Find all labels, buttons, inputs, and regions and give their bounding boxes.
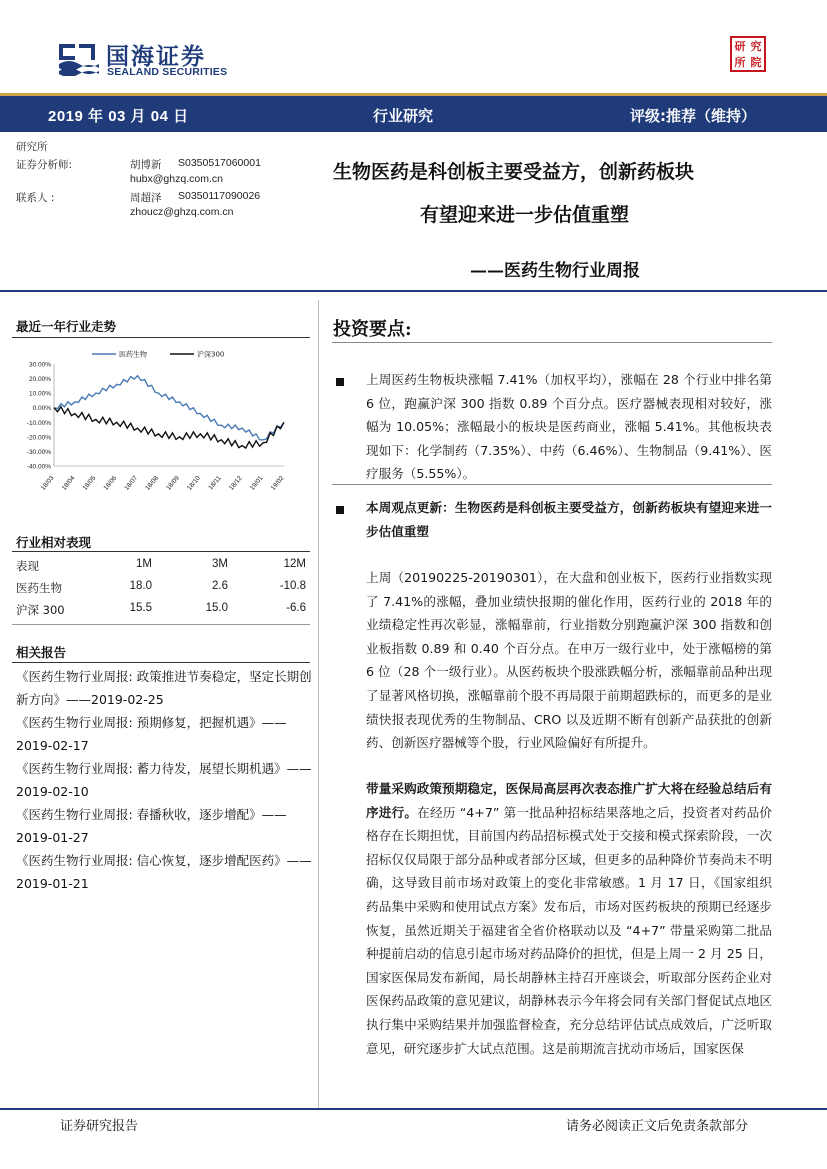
contact-name: 周超泽 <box>130 192 162 204</box>
table-cell: 沪深 300 <box>16 603 65 617</box>
bullet-icon <box>336 378 344 386</box>
report-type: 行业研究 <box>373 107 434 125</box>
title-divider <box>0 290 827 292</box>
report-date: 2019 年 03 月 04 日 <box>48 108 189 125</box>
header-banner <box>0 93 827 132</box>
x-tick-label: 19/01 <box>248 474 265 492</box>
perf-heading: 行业相对表现 <box>16 535 92 550</box>
x-tick-label: 18/12 <box>227 474 244 492</box>
policy-paragraph <box>366 777 772 1060</box>
table-header: 1M <box>136 558 152 570</box>
policy-body: 在经历 “4+7” 第一批品种招标结果落地之后，投资者对药品价格存在长期担忧，目前国内药品招标模式处于交接和模式探索阶段，一次招标仅仅局限于部分品种或者部分区域，但更多的品种降价节奏尚未不明确，这导致目前市场对政策上的变化非常敏感。1 月 17 日，《国家组织药品集中采购和使用试点方案》发布后，市场对医药板块的预期已经逐步恢复，虽然近期关于福建省全省价格联动以及 “4+7” 带量采购第二批品种提前启动的信息引起市场对药品降价的担忧，但是上周一 2 月 25 日，国家医保局发布新闻，局长胡静林主持召开座谈会，听取部分医药企业对医保药品政策的意见建议，胡静林表示今年将会同有关部门督促试点地区执行集中采购结果并加强监督检查，充分总结评估试点成效后，广泛听取意见，研究逐步扩大试点范围。这是前期流言扰动市场后，国家医保 <box>366 804 772 1056</box>
table-cell: 2.6 <box>212 580 228 592</box>
report-subtitle: ——医药生物行业周报 <box>470 261 640 281</box>
x-tick-label: 18/04 <box>60 474 77 492</box>
divider <box>12 551 310 552</box>
divider <box>12 662 310 663</box>
summary-paragraph: 上周医药生物板块涨幅 7.41%（加权平均），涨幅在 28 个行业中排名第 6 位，跑赢沪深 300 指数 0.89 个百分点。医疗器械表现相对较好，涨幅为 10.05%；涨幅最小的板块是医药商业，涨幅 5.41%。其他板块表现如下：化学制药（7.35%）、中药（6.46%）、生物制品（9.41%）、医疗服务（5.55%）。 <box>366 372 772 482</box>
table-header: 12M <box>283 558 306 570</box>
analyst-email: hubx@ghzq.com.cn <box>130 173 223 185</box>
bullet-icon <box>336 506 344 514</box>
divider <box>12 624 310 625</box>
x-tick-label: 18/05 <box>81 474 98 492</box>
y-tick-label: -20.00% <box>26 434 51 442</box>
table-header: 表现 <box>16 559 39 573</box>
market-paragraph: 上周（20190225-20190301），在大盘和创业板下，医药行业指数实现了 7.41%的涨幅，叠加业绩快报期的催化作用，医药行业的 2018 年的业绩稳定性再次彰显，涨幅靠前，行业指数分别跑赢沪深 300 指数和创业板指数 0.89 和 0.40 个百分点。在申万一级行业中，处于涨幅榜的第 6 位（28 个一级行业）。从医药板块个股涨跌幅分析，涨幅靠前品种出现了显著风格切换，涨幅靠前个股不再局限于前期超跌标的，而更多的是业绩快报表现优秀的生物制品、CRO 以及近期不断有创新产品获批的创新药、创新医疗器械等个股，行业风险偏好有所提升。 <box>366 570 772 751</box>
table-cell: 15.0 <box>205 602 228 614</box>
related-report-item[interactable]: 《医药生物行业周报: 蓄力待发，展望长期机遇》——2019-02-10 <box>16 761 312 799</box>
analyst-role: 证券分析师: <box>16 159 73 171</box>
related-report-item[interactable]: 《医药生物行业周报: 预期修复，把握机遇》——2019-02-17 <box>16 715 287 753</box>
x-tick-label: 18/10 <box>186 474 202 492</box>
section-title: 投资要点: <box>333 319 412 340</box>
analyst-id: S0350517060001 <box>178 157 261 169</box>
table-cell: -6.6 <box>286 602 306 614</box>
y-tick-label: -30.00% <box>26 448 51 456</box>
related-report-item[interactable]: 《医药生物行业周报: 政策推进节奏稳定，坚定长期创新方向》——2019-02-25 <box>16 669 312 707</box>
report-title-line2: 有望迎来进一步估值重塑 <box>420 204 630 226</box>
series-line <box>54 376 284 440</box>
footer-divider <box>0 1108 827 1110</box>
x-tick-label: 19/02 <box>269 474 286 492</box>
sealand-logo-icon <box>55 36 99 76</box>
stamp-char: 研 <box>734 39 746 53</box>
y-tick-label: 30.00% <box>28 361 51 369</box>
series-line <box>54 407 284 448</box>
policy-lead: 带量采购政策预期稳定，医保局高层再次表态推广扩大将在经验总结后有序进行。 <box>366 781 772 820</box>
y-tick-label: -40.00% <box>26 463 51 471</box>
y-tick-label: 0.00% <box>32 405 51 413</box>
research-stamp <box>730 36 766 72</box>
report-title-line1: 生物医药是科创板主要受益方，创新药板块 <box>333 161 695 183</box>
footer-left: 证券研究报告 <box>60 1119 139 1134</box>
x-tick-label: 18/09 <box>165 474 181 492</box>
analyst-name: 胡博新 <box>130 159 162 171</box>
brand-name-en: SEALAND SECURITIES <box>107 66 228 78</box>
viewpoint-heading: 本周观点更新：生物医药是科创板主要受益方，创新药板块有望迎来进一步估值重塑 <box>366 500 772 539</box>
table-header: 3M <box>212 558 228 570</box>
stamp-char: 究 <box>750 39 762 53</box>
y-tick-label: 20.00% <box>28 376 51 384</box>
divider <box>12 337 310 338</box>
x-tick-label: 18/08 <box>144 474 161 492</box>
industry-trend-chart <box>14 344 304 494</box>
x-tick-label: 18/03 <box>39 474 56 492</box>
x-tick-label: 18/06 <box>102 474 119 492</box>
trend-heading: 最近一年行业走势 <box>16 319 117 334</box>
column-divider <box>318 300 319 1108</box>
footer-disclaimer: 请务必阅读正文后免责条款部分 <box>566 1119 749 1134</box>
legend-label: 沪深300 <box>197 350 225 359</box>
dept-label: 研究所 <box>16 141 48 153</box>
table-cell: 15.5 <box>129 602 152 614</box>
brand-name-cn: 国海证券 <box>106 44 206 70</box>
table-cell: 医药生物 <box>16 581 62 595</box>
table-cell: 18.0 <box>129 580 152 592</box>
related-report-item[interactable]: 《医药生物行业周报: 春播秋收，逐步增配》——2019-01-27 <box>16 807 287 845</box>
y-tick-label: 10.00% <box>28 390 51 398</box>
contact-email: zhoucz@ghzq.com.cn <box>130 206 234 218</box>
x-tick-label: 18/07 <box>123 474 140 492</box>
legend-label: 医药生物 <box>119 350 147 359</box>
contact-id: S0350117090026 <box>178 190 261 202</box>
table-cell: -10.8 <box>279 580 306 592</box>
y-tick-label: -10.00% <box>26 419 51 427</box>
related-report-list <box>16 665 312 895</box>
stamp-char: 所 <box>734 55 746 69</box>
x-tick-label: 18/11 <box>207 474 223 492</box>
related-report-item[interactable]: 《医药生物行业周报: 信心恢复，逐步增配医药》——2019-01-21 <box>16 853 312 891</box>
contact-role: 联系人 : <box>16 192 55 204</box>
related-heading: 相关报告 <box>16 645 67 660</box>
rating: 评级:推荐（维持） <box>630 107 756 125</box>
divider <box>332 342 772 343</box>
divider <box>332 484 772 485</box>
stamp-char: 院 <box>750 55 762 69</box>
